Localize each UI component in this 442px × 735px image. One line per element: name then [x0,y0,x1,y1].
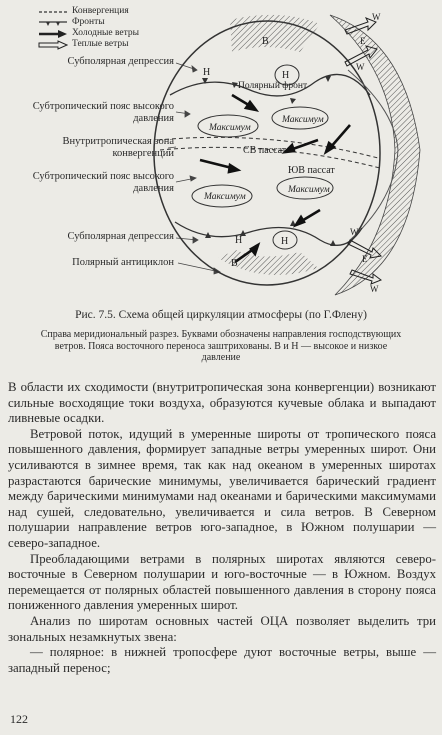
paragraph-1: В области их сходимости (внутритропическая зона конвергенции) возникают сильные восходящие токи воздуха, образуются кучевые облака и выпадают ливневые осадки. [8,380,436,426]
body-text [8,380,436,676]
zone-label-itcz: Внутритропическая зона конвергенции [62,136,174,159]
zone-label-subtropic-south: Субтропический пояс высокого давления [32,171,174,194]
zone-label-subtropic-north: Субтропический пояс высокого давления [32,101,174,124]
circulation-figure [0,0,442,300]
legend-item-convergence: Конвергенция [38,6,139,17]
polar-front-south [175,222,362,245]
page-number: 122 [10,712,28,726]
meridional-section [330,15,420,295]
label-E-2: E [362,254,368,264]
label-H-south-1: Н [235,235,243,246]
figure-caption-title: Рис. 7.5. Схема общей циркуляции атмосферы (по Г.Флену) [75,309,367,321]
label-max-2: Максимум [282,115,324,125]
north-polar-easterlies-band [230,15,320,52]
label-B-north: В [262,36,269,47]
label-B-south: В [231,258,238,269]
label-H-north-1: Н [203,67,211,78]
zone-label-subpolar-north: Субполярная депрессия [67,56,174,67]
figure-caption-body: Справа меридиональный разрез. Буквами обозначены направления господствующих ветров. Пояса восточного переноса заштрихованы. В и Н — высокое и низкое давление [40,329,402,363]
label-W-2: W [356,62,365,72]
label-sv-passat: СВ пассат [243,145,287,156]
paragraph-4: Анализ по широтам основных частей ОЦА позволяет выделить три зональных незамкнутых звена: [8,613,436,644]
label-H-south-2: Н [281,236,289,247]
label-H-north-2: Н [282,70,290,81]
zone-label-subpolar-south: Субполярная депрессия [67,231,174,242]
label-max-4: Максимум [288,185,330,195]
legend-item-cold-winds: Холодные ветры [38,28,139,39]
legend-item-warm-winds: Теплые ветры [38,39,139,50]
zone-label-polar-anticyclone: Полярный антициклон [72,257,174,268]
label-W-3: W [350,227,359,237]
label-E-1: E [360,36,366,46]
label-W-4: W [370,284,379,294]
label-max-1: Максимум [209,123,251,133]
paragraph-2: Ветровой поток, идущий в умеренные широты от тропического пояса повышенного давления, формирует западные ветры умеренных широт. Они усиливаются в зимнее время, так как над океаном в умеренных широтах разрастаются барические минимумы, увеличивается барический градиент между барическими минимумами над океанами и барическими максимумами над сушей, следовательно, увеличивается и сила ветров. В Северном полушарии направление ветров юго-западное, в Южном полушарии — северо-западное. [8,426,436,550]
label-yuv-passat: ЮВ пассат [288,165,335,176]
paragraph-3: Преобладающими ветрами в полярных широтах являются северо-восточные в Северном полушарии и юго-восточные — в Южном. Воздух перемещается от полярных областей повышенного давления в сторону пояса пониженного давления умеренных широт. [8,551,436,613]
label-W-1: W [372,12,381,22]
globe-diagram [0,0,442,300]
label-polar-front: Полярный фронт [238,81,308,91]
label-max-3: Максимум [204,192,246,202]
paragraph-5: — полярное: в нижней тропосфере дуют восточные ветры, выше — западный перенос; [8,645,436,675]
legend-item-fronts: Фронты [38,17,139,28]
